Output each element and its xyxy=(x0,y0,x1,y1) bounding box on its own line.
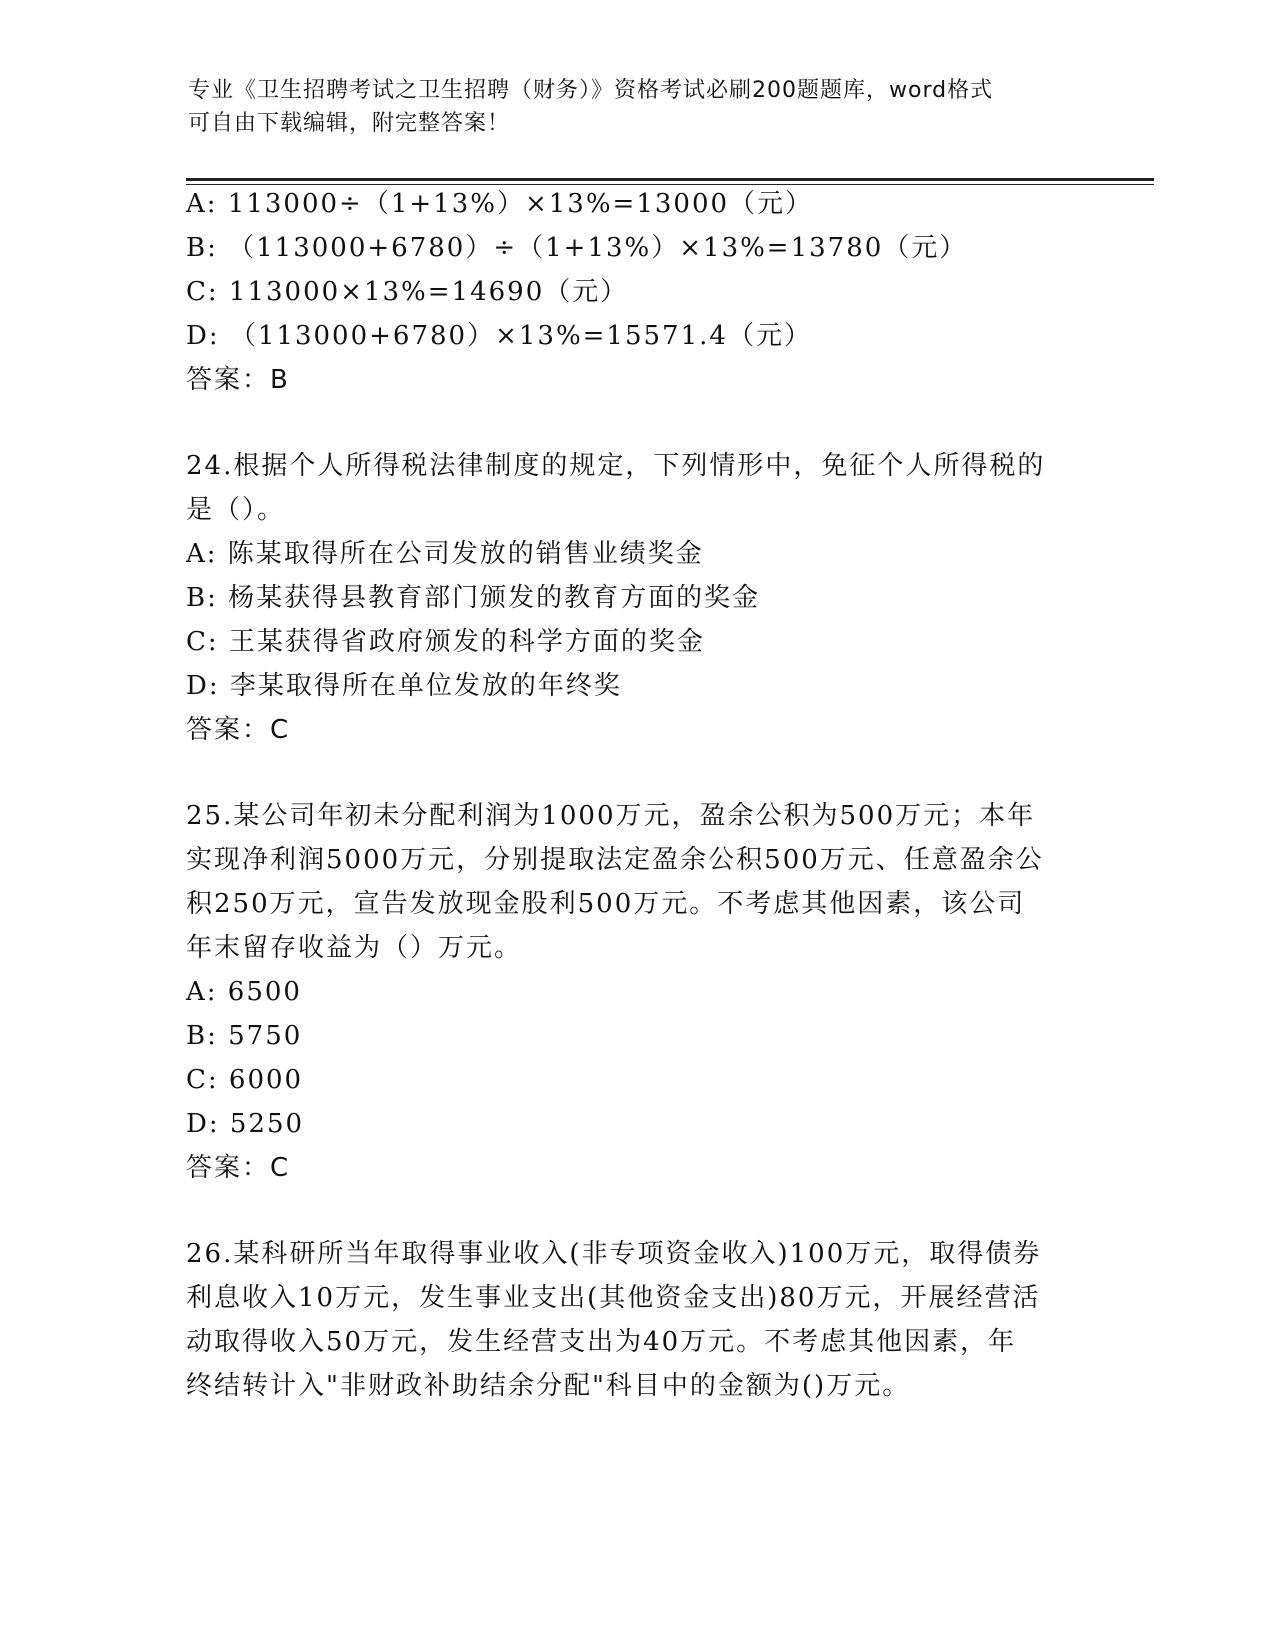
q25-stem-line-1: 25.某公司年初未分配利润为1000万元，盈余公积为500万元；本年 xyxy=(186,801,1036,831)
q25-answer: 答案：C xyxy=(186,1153,291,1183)
q25-stem-line-4: 年末留存收益为（）万元。 xyxy=(186,933,523,963)
q25-option-a: A: 6500 xyxy=(186,977,302,1007)
header-line-2: 可自由下载编辑，附完整答案！ xyxy=(188,111,511,136)
header-divider-thick xyxy=(186,178,1154,181)
q25-option-c: C: 6000 xyxy=(186,1065,304,1095)
q23-answer: 答案：B xyxy=(186,365,290,395)
document-header xyxy=(188,74,1088,140)
q23-option-b: B: （113000+6780）÷（1+13%）×13%=13780（元） xyxy=(186,233,968,263)
q23-option-a: A: 113000÷（1+13%）×13%=13000（元） xyxy=(186,189,814,219)
q24-stem-line-2: 是（）。 xyxy=(186,495,286,525)
q25-option-d: D: 5250 xyxy=(186,1109,305,1139)
q25-stem-line-2: 实现净利润5000万元，分别提取法定盈余公积500万元、任意盈余公 xyxy=(186,845,1044,875)
header-divider-thin xyxy=(186,184,1154,185)
q24-stem-line-1: 24.根据个人所得税法律制度的规定，下列情形中，免征个人所得税的 xyxy=(186,451,1046,481)
q24-option-b: B: 杨某获得县教育部门颁发的教育方面的奖金 xyxy=(186,583,761,613)
q24-answer: 答案：C xyxy=(186,715,291,745)
q26-stem-line-2: 利息收入10万元，发生事业支出(其他资金支出)80万元，开展经营活 xyxy=(186,1283,1041,1313)
q23-option-d: D: （113000+6780）×13%=15571.4（元） xyxy=(186,321,812,351)
header-line-1: 专业《卫生招聘考试之卫生招聘（财务）》资格考试必刷200题题库，word格式 xyxy=(188,78,994,103)
q26-stem-line-4: 终结转计入"非财政补助结余分配"科目中的金额为()万元。 xyxy=(186,1371,911,1401)
q25-stem-line-3: 积250万元，宣告发放现金股利500万元。不考虑其他因素，该公司 xyxy=(186,889,1026,919)
q24-option-c: C: 王某获得省政府颁发的科学方面的奖金 xyxy=(186,627,705,657)
q26-stem-line-3: 动取得收入50万元，发生经营支出为40万元。不考虑其他因素，年 xyxy=(186,1327,1017,1357)
q26-stem-line-1: 26.某科研所当年取得事业收入(非专项资金收入)100万元，取得债券 xyxy=(186,1239,1042,1269)
q25-option-b: B: 5750 xyxy=(186,1021,303,1051)
q23-option-c: C: 113000×13%=14690（元） xyxy=(186,277,629,307)
q24-option-a: A: 陈某取得所在公司发放的销售业绩奖金 xyxy=(186,539,704,569)
q24-option-d: D: 李某取得所在单位发放的年终奖 xyxy=(186,671,622,701)
